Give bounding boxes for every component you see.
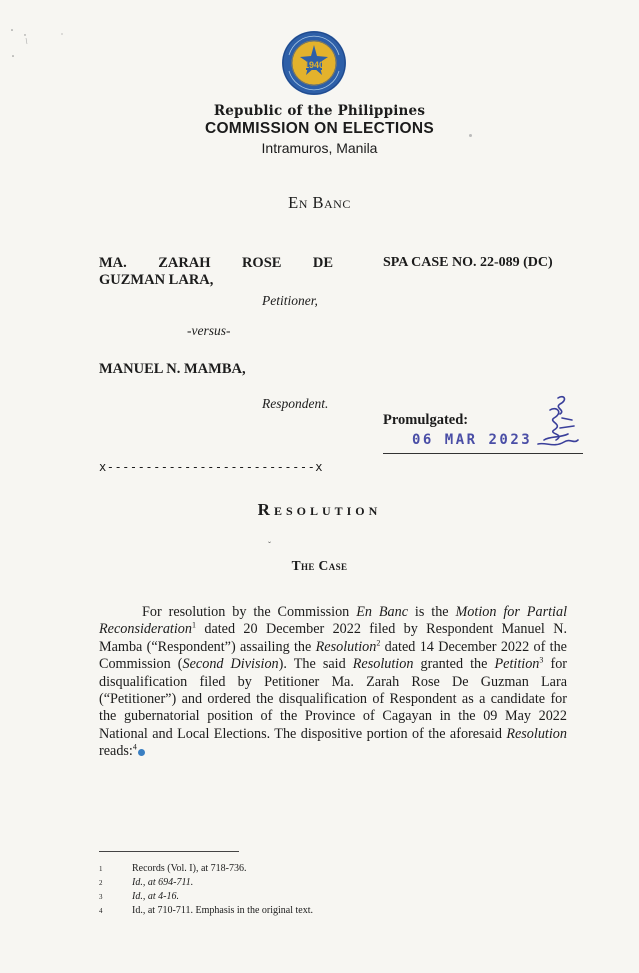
en-banc-heading: En Banc — [288, 193, 351, 212]
republic-heading: Republic of the Philippines — [213, 103, 426, 119]
ink-dot-mark — [138, 749, 145, 756]
footnote-ref: 4 — [132, 742, 137, 752]
footnote-item: 3 Id., at 4-16. — [99, 891, 179, 902]
caption-separator: x---------------------------x — [99, 460, 324, 474]
respondent-role: Respondent. — [262, 396, 329, 411]
promulgated-label: Promulgated: — [383, 412, 469, 428]
petitioner-role: Petitioner, — [262, 293, 318, 308]
respondent-name: MANUEL N. MAMBA, — [99, 361, 246, 377]
signature-icon — [520, 392, 582, 454]
footnote-item: 1 Records (Vol. I), at 718-736. — [99, 863, 247, 874]
commission-heading: COMMISSION ON ELECTIONS — [204, 120, 435, 137]
scan-mark: ˇ — [268, 540, 271, 550]
location-heading: Intramuros, Manila — [261, 140, 378, 156]
footnote-item: 4 Id., at 710-711. Emphasis in the original text. — [99, 905, 313, 916]
body-paragraph: For resolution by the Commission En Banc is the Motion for Partial Reconsideration$^1$ dated 20 December 2022 filed by Respondent Manuel N. Mamba (“Respondent”) assailing the Resolution$^2$ dated 14 December 2022 of the Commission (Second Division). The said Resolution granted the Petition$^3$ for disqualification filed by Petitioner Ma. Zarah Rose De Guzman Lara (“Petitioner”) and ordered the disqualification of Respondent as a candidate for the gubernatorial position of the Province of Cagayan in the 09 May 2022 National and Local Elections. The dispositive portion of the aforesaid Resolution reads:$^4$ — [99, 604, 568, 760]
promulgated-date-stamp: 06 MAR 2023 — [412, 432, 533, 448]
versus-label: -versus- — [187, 323, 231, 338]
footnote-item: 2 Id., at 694-711. — [99, 877, 194, 888]
footnote-ref: 1 — [192, 620, 196, 630]
footnote-ref: 3 — [539, 655, 544, 665]
petitioner-name-line2: GUZMAN LARA, — [99, 272, 214, 288]
footnote-ref: 2 — [376, 638, 381, 648]
comelec-seal-icon — [281, 30, 347, 96]
svg-text:1940: 1940 — [303, 60, 325, 70]
footnote-rule — [99, 851, 239, 852]
petitioner-name-line1: MA. ZARAH ROSE DE — [99, 255, 333, 271]
footnotes — [99, 862, 539, 918]
resolution-title: Resolution — [257, 500, 382, 519]
case-number: SPA CASE NO. 22-089 (DC) — [383, 255, 553, 270]
the-case-heading: The Case — [291, 558, 348, 573]
scan-specks — [0, 0, 80, 80]
